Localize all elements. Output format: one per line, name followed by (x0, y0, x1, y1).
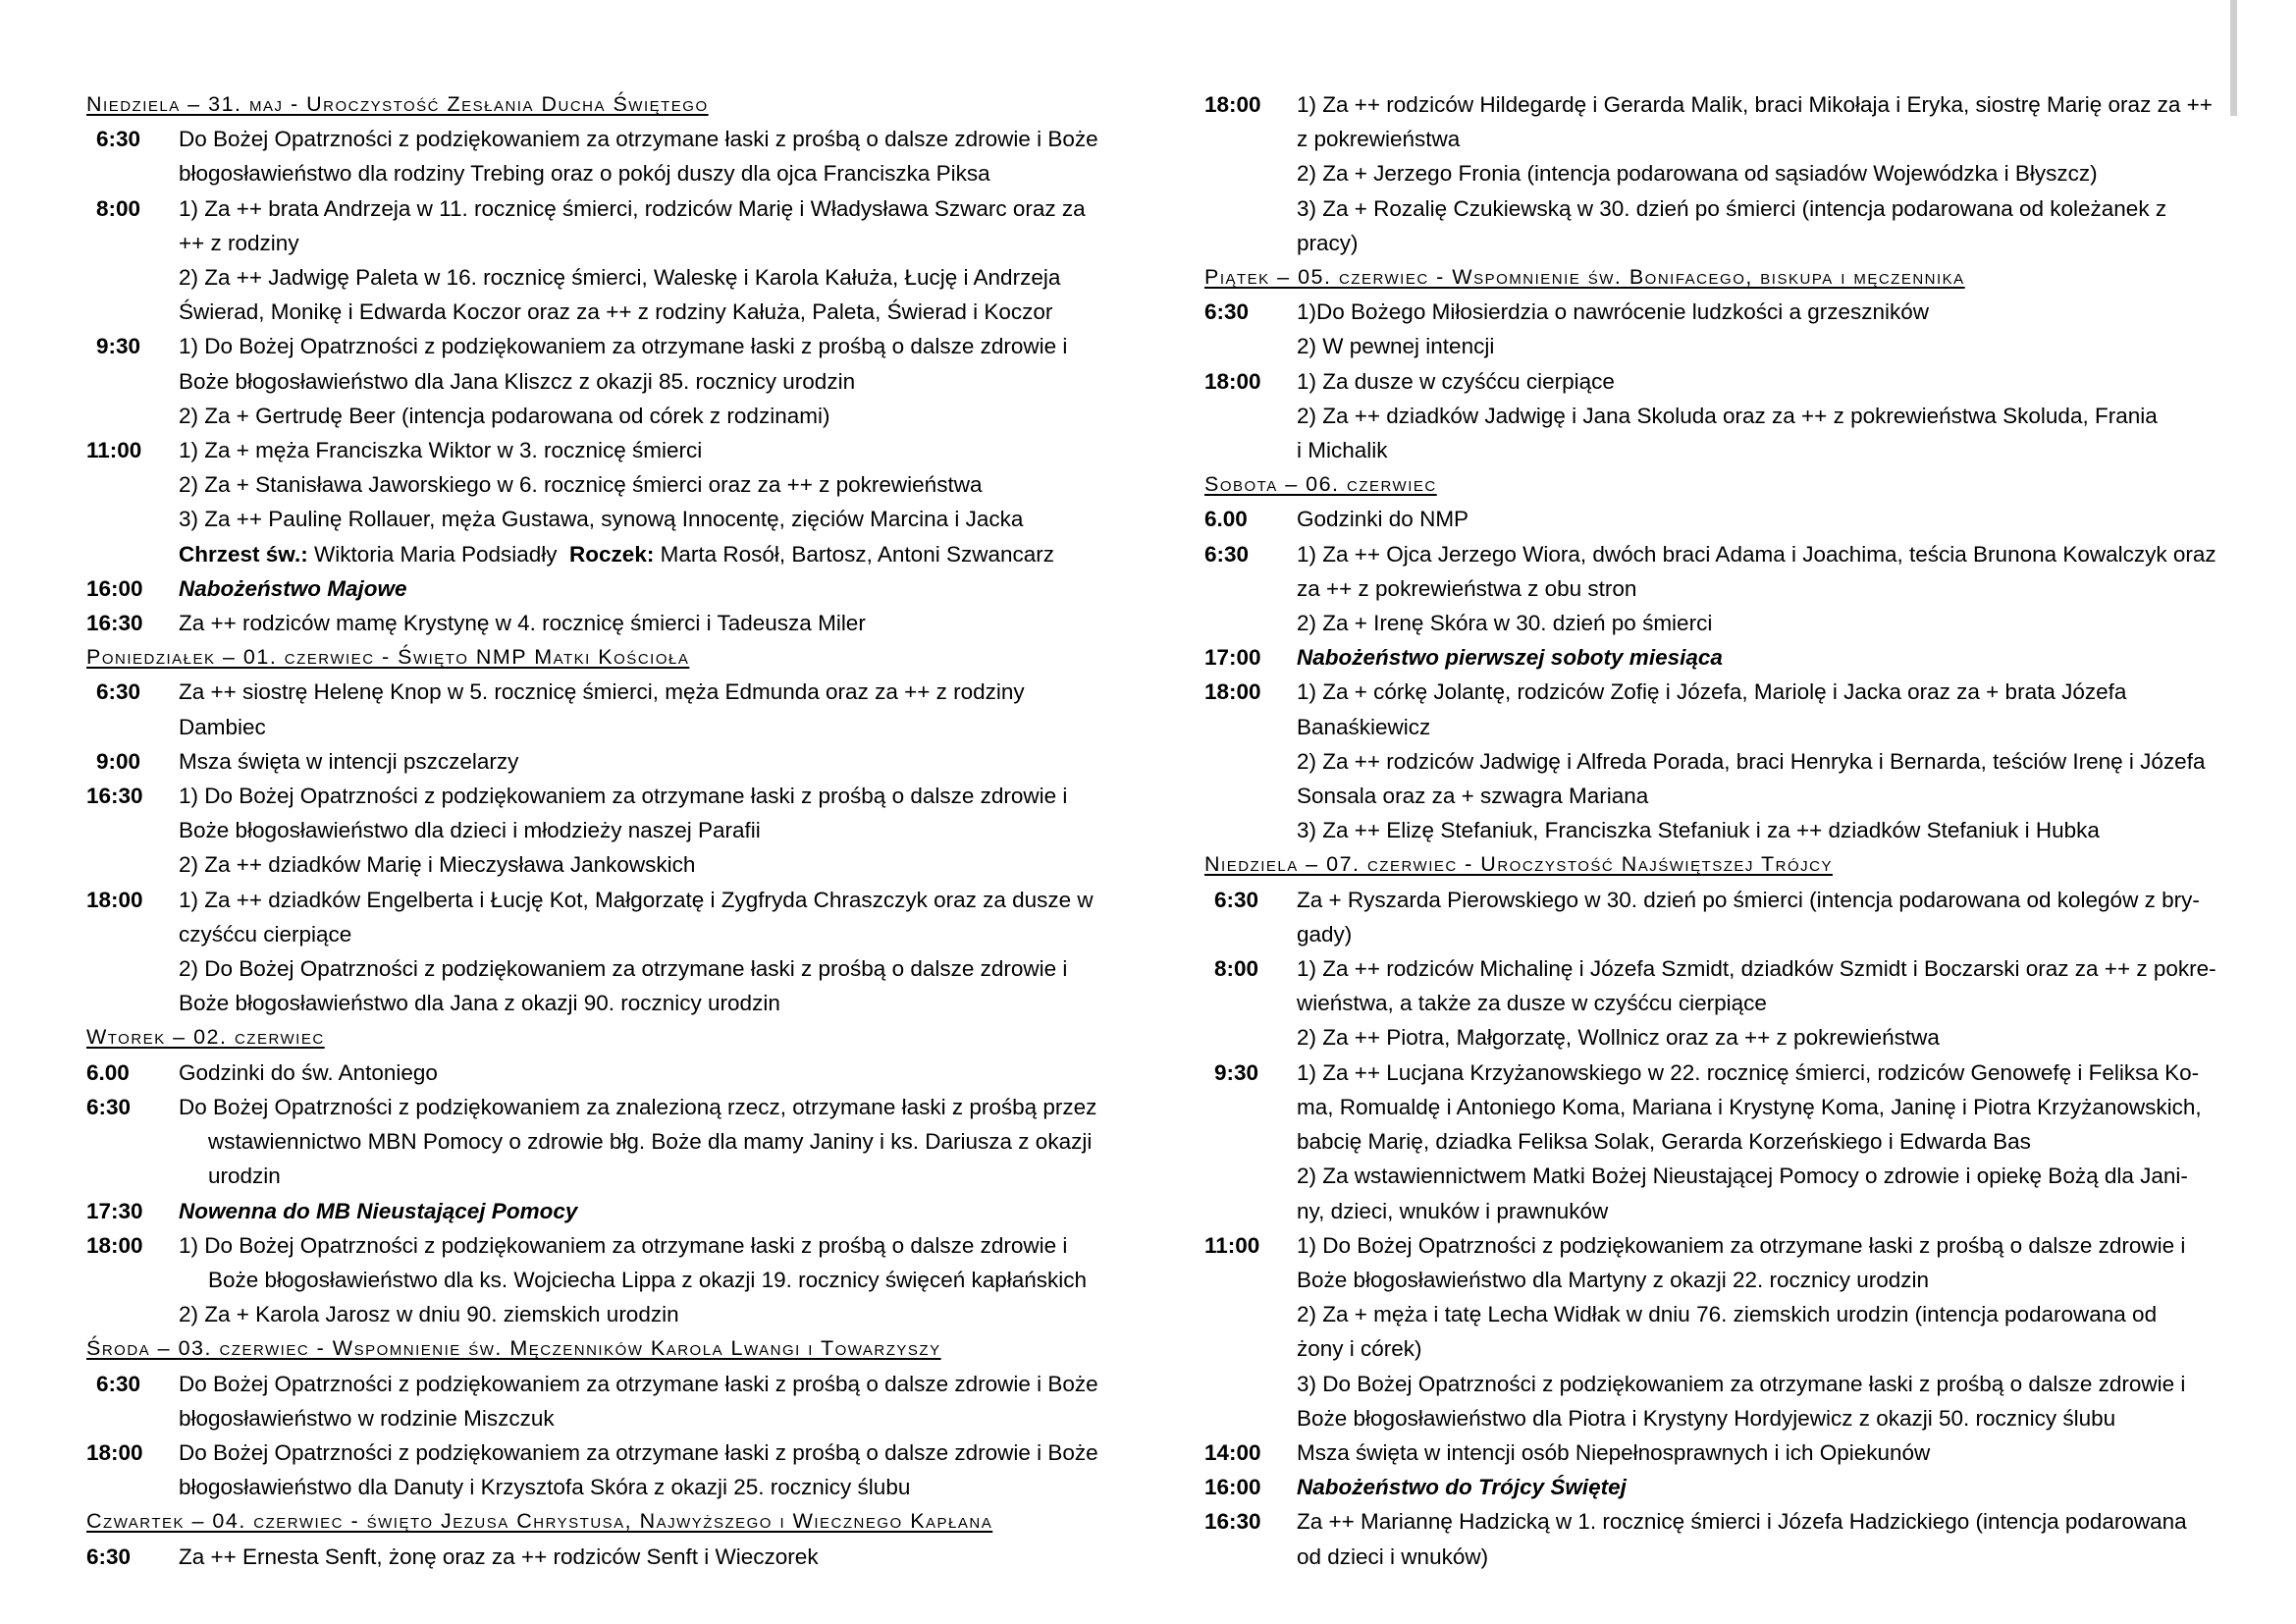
intention-line: wstawiennictwo MBN Pomocy o zdrowie błg. Boże dla mamy Janiny i ks. Dariusza z okazji (208, 1129, 1093, 1155)
mass-entry (86, 675, 1103, 743)
mass-time: 6:30 (1204, 299, 1250, 325)
mass-time: 8:00 (1214, 956, 1259, 982)
intention-line: błogosławieństwo dla rodziny Trebing oraz o pokój duszy dla ojca Franciszka Piksa (179, 161, 990, 187)
mass-intentions (1297, 502, 2223, 536)
intention-line: od dzieci i wnuków) (1297, 1543, 1489, 1569)
intention-line: Za ++ siostrę Helenę Knop w 5. rocznicę śmierci, męża Edmunda oraz za ++ z rodziny (179, 679, 1025, 705)
mass-time: 16:30 (86, 784, 143, 809)
mass-entry (86, 883, 1103, 1021)
mass-entry (86, 433, 1103, 571)
day-heading: Piątek – 05. czerwiec - Wspomnienie św. Bonifacego, biskupa i męczennika (1204, 265, 1965, 290)
mass-time: 16:30 (1204, 1509, 1261, 1535)
intention-line: czyśćcu cierpiące (179, 921, 352, 947)
mass-entry (86, 191, 1103, 330)
mass-intentions (179, 571, 1103, 606)
intention-line: wieństwa, a także za dusze w czyśćcu cierpiące (1297, 991, 1767, 1016)
mass-intentions (1297, 1056, 2223, 1228)
mass-intentions (1297, 1504, 2223, 1573)
mass-time: 9:00 (96, 748, 141, 774)
day-heading: Niedziela – 31. maj - Uroczystość Zesłania Ducha Świętego (86, 92, 709, 116)
mass-intentions (1297, 537, 2223, 641)
intention-line: Boże błogosławieństwo dla ks. Wojciecha Lippa z okazji 19. rocznicy święceń kapłańskich (208, 1267, 1088, 1292)
intention-line: 1) Do Bożej Opatrzności z podziękowaniem za otrzymane łaski z prośbą o dalsze zdrowie i (179, 1232, 1068, 1258)
intention-line: babcię Marię, dziadka Feliksa Solak, Gerarda Korzeńskiego i Edwarda Bas (1297, 1129, 2031, 1155)
intention-line: 2) Za ++ dziadków Jadwigę i Jana Skoluda oraz za ++ z pokrewieństwa Skoluda, Frania (1297, 403, 2158, 428)
intention-line: za ++ z pokrewieństwa z obu stron (1297, 575, 1637, 601)
mass-entry (86, 571, 1103, 606)
mass-entry (1204, 675, 2223, 847)
intention-line: 3) Do Bożej Opatrzności z podziękowaniem za otrzymane łaski z prośbą o dalsze zdrowie i (1297, 1371, 2186, 1396)
scrollbar[interactable] (2230, 0, 2237, 116)
mass-time: 18:00 (86, 887, 143, 912)
intention-line: 1) Za + męża Franciszka Wiktor w 3. rocznicę śmierci (179, 438, 703, 463)
mass-intentions (179, 606, 1103, 640)
mass-entry (1204, 951, 2223, 1056)
sacrament-label: Chrzest św.: (179, 541, 308, 567)
mass-entry (1204, 537, 2223, 641)
intention-line: 1) Za ++ rodziców Hildegardę i Gerarda Malik, braci Mikołaja i Eryka, siostrę Marię oraz za ++ (1297, 92, 2213, 117)
mass-intentions (1297, 1435, 2223, 1470)
mass-time: 16:30 (86, 611, 143, 636)
mass-entry (1204, 1228, 2223, 1435)
mass-entry (86, 1367, 1103, 1435)
mass-time: 6:30 (86, 1543, 132, 1569)
right-column (1204, 87, 2223, 1574)
mass-entry (86, 329, 1103, 433)
mass-intentions (179, 744, 1103, 779)
intention-line: 2) Za + Irenę Skóra w 30. dzień po śmierci (1297, 611, 1713, 636)
intention-line: i Michalik (1297, 438, 1388, 463)
mass-time: 6.00 (86, 1059, 130, 1085)
mass-time: 17:30 (86, 1198, 143, 1223)
mass-entry (1204, 87, 2223, 260)
intention-line: 2) Za + męża i tatę Lecha Widłak w dniu 76. ziemskich urodzin (intencja podarowana od (1297, 1302, 2158, 1327)
mass-time: 17:00 (1204, 645, 1261, 671)
mass-intentions (179, 883, 1103, 1021)
intention-line: Msza święta w intencji pszczelarzy (179, 748, 519, 774)
mass-time: 8:00 (96, 195, 141, 221)
intention-line: 3) Za + Rozalię Czukiewską w 30. dzień po śmierci (intencja podarowana od koleżanek z (1297, 195, 2167, 221)
intention-line: pracy) (1297, 230, 1359, 255)
intention-line: Boże błogosławieństwo dla Martyny z okazji 22. rocznicy urodzin (1297, 1267, 1930, 1292)
mass-time: 6:30 (1204, 541, 1250, 567)
intention-line: 2) W pewnej intencji (1297, 334, 1495, 359)
intention-line: 2) Za ++ Jadwigę Paleta w 16. rocznicę śmierci, Waleskę i Karola Kałuża, Łucję i Andrzeja (179, 265, 1061, 291)
day-heading: Wtorek – 02. czerwiec (86, 1025, 325, 1050)
mass-intentions (1297, 295, 2223, 363)
mass-time: 6.00 (1204, 507, 1248, 532)
intention-line: Za ++ rodziców mamę Krystynę w 4. rocznicę śmierci i Tadeusza Miler (179, 611, 866, 636)
intention-line: błogosławieństwo w rodzinie Miszczuk (179, 1405, 555, 1431)
mass-entry (1204, 1056, 2223, 1228)
intention-line: błogosławieństwo dla Danuty i Krzysztofa Skóra z okazji 25. rocznicy ślubu (179, 1475, 911, 1500)
intention-line: Msza święta w intencji osób Niepełnosprawnych i ich Opiekunów (1297, 1439, 1931, 1465)
mass-entry (1204, 502, 2223, 536)
intention-line: 1)Do Bożego Miłosierdzia o nawrócenie ludzkości a grzeszników (1297, 299, 1930, 325)
mass-time: 18:00 (1204, 92, 1261, 117)
intention-line: 2) Za ++ rodziców Jadwigę i Alfreda Porada, braci Henryka i Bernarda, teściów Irenę i Józefa (1297, 748, 2206, 774)
sacrament-label: Roczek: (569, 541, 655, 567)
mass-time: 11:00 (86, 438, 142, 463)
mass-intentions (179, 433, 1103, 571)
intention-line: Godzinki do św. Antoniego (179, 1059, 438, 1085)
mass-entry (1204, 640, 2223, 675)
mass-intentions (179, 1056, 1103, 1090)
intention-line: 1) Za ++ Ojca Jerzego Wiora, dwóch braci Adama i Joachima, teścia Brunona Kowalczyk oraz (1297, 541, 2216, 567)
intention-line: 1) Za + córkę Jolantę, rodziców Zofię i Józefa, Mariolę i Jacka oraz za + brata Józefa (1297, 679, 2127, 705)
mass-time: 18:00 (1204, 368, 1261, 394)
mass-intentions (179, 191, 1103, 330)
mass-entry (86, 1435, 1103, 1504)
mass-time: 9:30 (96, 334, 141, 359)
day-heading: Niedziela – 07. czerwiec - Uroczystość Najświętszej Trójcy (1204, 852, 1833, 877)
mass-entry (86, 1228, 1103, 1332)
mass-entry (86, 122, 1103, 190)
mass-time: 6:30 (1214, 887, 1259, 912)
intention-line: ma, Romualdę i Antoniego Koma, Mariana i Krystynę Koma, Janinę i Piotra Krzyżanowskich, (1297, 1094, 2202, 1119)
intention-line: Do Bożej Opatrzności z podziękowaniem za otrzymane łaski z prośbą o dalsze zdrowie i Boże (179, 1439, 1098, 1465)
intention-line: 2) Za wstawiennictwem Matki Bożej Nieustającej Pomocy o zdrowie i opiekę Bożą dla Jani- (1297, 1164, 2188, 1189)
intention-line: 2) Za + Jerzego Fronia (intencja podarowana od sąsiadów Wojewódzka i Błyszcz) (1297, 161, 2098, 187)
mass-intentions (1297, 951, 2223, 1056)
mass-intentions (1297, 640, 2223, 675)
intention-line: gady) (1297, 921, 1353, 947)
mass-entry (1204, 883, 2223, 951)
sacrament-names: Wiktoria Maria Podsiadły (307, 541, 570, 567)
intention-line: Za + Ryszarda Pierowskiego w 30. dzień po śmierci (intencja podarowana od kolegów z bry- (1297, 887, 2200, 912)
intention-line: 2) Za + Karola Jarosz w dniu 90. ziemskich urodzin (179, 1302, 679, 1327)
intention-line: Nabożeństwo pierwszej soboty miesiąca (1297, 645, 1723, 671)
mass-time: 18:00 (86, 1232, 143, 1258)
intention-line: ny, dzieci, wnuków i prawnuków (1297, 1198, 1609, 1223)
mass-intentions (179, 779, 1103, 883)
mass-entry (86, 1056, 1103, 1090)
mass-time: 6:30 (96, 1371, 141, 1396)
mass-time: 18:00 (1204, 679, 1261, 705)
mass-time: 14:00 (1204, 1439, 1261, 1465)
intention-line: 1) Do Bożej Opatrzności z podziękowaniem za otrzymane łaski z prośbą o dalsze zdrowie i (179, 334, 1068, 359)
intention-line (179, 537, 1103, 571)
intention-line: 1) Do Bożej Opatrzności z podziękowaniem za otrzymane łaski z prośbą o dalsze zdrowie i (1297, 1232, 2186, 1258)
intention-line: 3) Za ++ Elizę Stefaniuk, Franciszka Stefaniuk i za ++ dziadków Stefaniuk i Hubka (1297, 818, 2100, 843)
day-heading: Środa – 03. czerwiec - Wspomnienie św. Męczenników Karola Lwangi i Towarzyszy (86, 1336, 941, 1361)
mass-intentions (179, 122, 1103, 190)
mass-intentions (1297, 1470, 2223, 1504)
mass-intentions (179, 1540, 1103, 1574)
mass-intentions (179, 1228, 1103, 1332)
mass-entry (1204, 364, 2223, 468)
mass-intentions (179, 1090, 1103, 1194)
left-column (86, 87, 1103, 1574)
intention-line: Boże błogosławieństwo dla Piotra i Krystyny Hordyjewicz z okazji 50. rocznicy ślubu (1297, 1405, 2116, 1431)
intention-line: z pokrewieństwa (1297, 127, 1461, 152)
mass-intentions (179, 1194, 1103, 1228)
intention-line: 1) Za dusze w czyśćcu cierpiące (1297, 368, 1615, 394)
intention-line: Dambiec (179, 714, 266, 739)
mass-time: 6:30 (86, 1094, 132, 1119)
intention-line: ++ z rodziny (179, 230, 299, 255)
intention-line: Do Bożej Opatrzności z podziękowaniem za otrzymane łaski z prośbą o dalsze zdrowie i Boże (179, 1371, 1098, 1396)
mass-time: 16:00 (86, 575, 143, 601)
mass-entry (86, 1090, 1103, 1194)
intention-line: 2) Za + Gertrudę Beer (intencja podarowana od córek z rodzinami) (179, 403, 830, 428)
mass-time: 16:00 (1204, 1475, 1261, 1500)
mass-intentions (179, 1367, 1103, 1435)
intention-line: Boże błogosławieństwo dla Jana Kliszcz z okazji 85. rocznicy urodzin (179, 368, 856, 394)
intention-line: żony i córek) (1297, 1336, 1422, 1362)
intention-line: 3) Za ++ Paulinę Rollauer, męża Gustawa, synową Innocentę, zięciów Marcina i Jacka (179, 507, 1024, 532)
intention-line: Godzinki do NMP (1297, 507, 1469, 532)
intention-line: 1) Za ++ Lucjana Krzyżanowskiego w 22. rocznicę śmierci, rodziców Genowefę i Feliksa Ko- (1297, 1059, 2200, 1085)
intention-line: 1) Za ++ brata Andrzeja w 11. rocznicę śmierci, rodziców Marię i Władysława Szwarc oraz za (179, 195, 1086, 221)
intention-line: Banaśkiewicz (1297, 714, 1431, 739)
day-heading: Czwartek – 04. czerwiec - święto Jezusa Chrystusa, Najwyższego i Wiecznego Kapłana (86, 1509, 993, 1534)
intention-line: Nabożeństwo do Trójcy Świętej (1297, 1475, 1627, 1500)
intention-line: 1) Do Bożej Opatrzności z podziękowaniem za otrzymane łaski z prośbą o dalsze zdrowie i (179, 784, 1068, 809)
mass-intentions (179, 675, 1103, 743)
mass-time: 6:30 (96, 679, 141, 705)
mass-intentions (1297, 364, 2223, 468)
mass-time: 11:00 (1204, 1232, 1260, 1258)
intention-line: Świerad, Monikę i Edwarda Koczor oraz za ++ z rodziny Kałuża, Paleta, Świerad i Koczor (179, 299, 1053, 325)
mass-intentions (1297, 883, 2223, 951)
intention-line: 2) Za ++ Piotra, Małgorzatę, Wollnicz oraz za ++ z pokrewieństwa (1297, 1025, 1940, 1051)
mass-entry (86, 606, 1103, 640)
mass-time: 6:30 (96, 127, 141, 152)
intention-line: Za ++ Mariannę Hadzicką w 1. rocznicę śmierci i Józefa Hadzickiego (intencja podarowana (1297, 1509, 2187, 1535)
intention-line: 1) Za ++ rodziców Michalinę i Józefa Szmidt, dziadków Szmidt i Boczarski oraz za ++ z pokre- (1297, 956, 2216, 982)
intention-line: Do Bożej Opatrzności z podziękowaniem za otrzymane łaski z prośbą o dalsze zdrowie i Boże (179, 127, 1098, 152)
sacrament-names: Marta Rosół, Bartosz, Antoni Szwancarz (654, 541, 1054, 567)
mass-entry (1204, 1504, 2223, 1573)
mass-time: 18:00 (86, 1439, 143, 1465)
mass-intentions (1297, 87, 2223, 260)
mass-time: 9:30 (1214, 1059, 1259, 1085)
mass-intentions (179, 329, 1103, 433)
intention-line: 2) Za + Stanisława Jaworskiego w 6. rocznicę śmierci oraz za ++ z pokrewieństwa (179, 472, 983, 498)
intention-line: 2) Za ++ dziadków Marię i Mieczysława Jankowskich (179, 852, 696, 878)
intention-line: Boże błogosławieństwo dla dzieci i młodzieży naszej Parafii (179, 818, 761, 843)
intention-line: Sonsala oraz za + szwagra Mariana (1297, 784, 1649, 809)
day-heading: Poniedziałek – 01. czerwiec - Święto NMP Matki Kościoła (86, 645, 690, 670)
intention-line: Za ++ Ernesta Senft, żonę oraz za ++ rodziców Senft i Wieczorek (179, 1543, 819, 1569)
mass-entry (86, 1540, 1103, 1574)
mass-entry (86, 779, 1103, 883)
intention-line: 2) Do Bożej Opatrzności z podziękowaniem za otrzymane łaski z prośbą o dalsze zdrowie i (179, 956, 1068, 982)
intention-line: urodzin (208, 1164, 281, 1189)
intention-line: Do Bożej Opatrzności z podziękowaniem za znalezioną rzecz, otrzymane łaski z prośbą przez (179, 1094, 1097, 1119)
mass-entry (86, 744, 1103, 779)
intention-line: Nowenna do MB Nieustającej Pomocy (179, 1198, 578, 1223)
mass-intentions (1297, 1228, 2223, 1435)
intention-line: Boże błogosławieństwo dla Jana z okazji 90. rocznicy urodzin (179, 991, 780, 1016)
intention-line: 1) Za ++ dziadków Engelberta i Łucję Kot, Małgorzatę i Zygfryda Chraszczyk oraz za dusze w (179, 887, 1094, 912)
intention-line: Nabożeństwo Majowe (179, 575, 407, 601)
day-heading: Sobota – 06. czerwiec (1204, 472, 1437, 497)
mass-entry (86, 1194, 1103, 1228)
mass-intentions (179, 1435, 1103, 1504)
mass-entry (1204, 1435, 2223, 1470)
mass-intentions (1297, 675, 2223, 847)
mass-entry (1204, 295, 2223, 363)
mass-entry (1204, 1470, 2223, 1504)
